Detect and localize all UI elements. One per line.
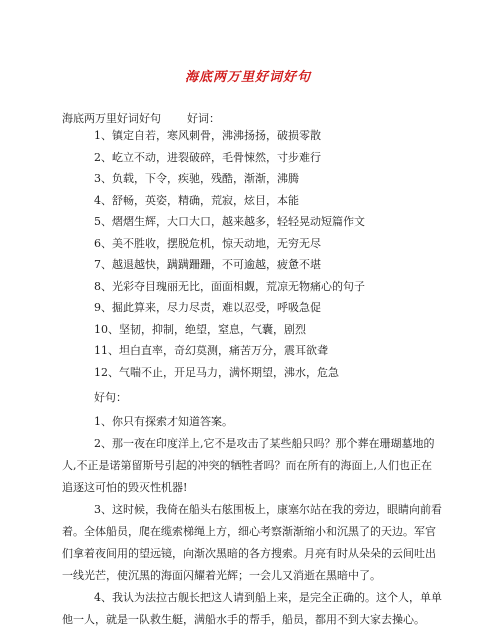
good-words-list — [94, 129, 365, 387]
good-sentences — [62, 411, 442, 631]
list-item: 10、坚韧，抑制，绝望，窒息，气囊，剧烈 — [94, 322, 306, 336]
list-item: 11、坦白直率，奇幻莫测，痛苦万分，震耳欲聋 — [94, 344, 328, 357]
sentence-paragraph: 1、你只有探索才知道答案。 — [94, 415, 233, 428]
list-item: 4、舒畅，英姿，精确，荒寂，炫目，本能 — [94, 193, 299, 207]
intro-heading: 海底两万里好词好句 — [62, 112, 161, 125]
list-item: 2、屹立不动，进裂破碎，毛骨悚然，寸步难行 — [94, 150, 321, 164]
sentence-paragraph: 4、我认为法拉古舰长把这人请到船上来，是完全正确的。这个人，单单他一人，就是一队救生艇，满船水手的帮手，船员，都用不到大家去操心。 — [62, 591, 442, 626]
words-label: 好词： — [187, 112, 220, 125]
sentences-label: 好句： — [94, 391, 127, 404]
list-item: 8、光彩夺目瑰丽无比，面面相觑，荒凉无物痛心的句子 — [94, 279, 365, 293]
list-item: 3、负载，下令，疾驰，残酷，渐渐，沸腾 — [94, 172, 299, 185]
list-item: 9、掘此算来，尽力尽责，难以忍受，呼吸急促 — [94, 301, 321, 314]
list-item: 5、熠熠生辉，大口大口，越来越多，轻轻晃动短篇作文 — [94, 215, 365, 228]
document-title: 海底两万里好词好句 — [184, 70, 311, 85]
sentence-paragraph: 3、这时候，我倚在船头右舷围板上，康塞尔站在我的旁边，眼睛向前看着。全体船员，爬在缆索梯绳上方，细心考察渐渐缩小和沉黑了的天边。军官们拿着夜间用的望远镜，向渐次黑暗的各方搜索。月亮有时从朵朵的云间吐出一线光芒，使沉黑的海面闪耀着光辉；一会儿又消逝在黑暗中了。 — [62, 503, 442, 582]
list-item: 6、美不胜收，摆脱危机，惊天动地，无穷无尽 — [94, 236, 321, 250]
intro-line — [62, 110, 220, 126]
sentence-paragraph: 2、那一夜在印度洋上,它不是攻击了某些船只吗？那个葬在珊瑚墓地的人,不正是诺第留斯号引起的冲突的牺牲者吗？而在所有的海面上,人们也正在追逐这可怕的毁灭性机器! — [62, 437, 435, 494]
list-item: 7、越退越快，蹒蹒跚跚，不可逾越，疲惫不堪 — [94, 258, 321, 271]
list-item: 12、气喘不止，开足马力，满怀期望，沸水，危急 — [94, 365, 339, 379]
list-item: 1、镇定自若，寒风刺骨，沸沸扬扬，破损零散 — [94, 129, 321, 142]
